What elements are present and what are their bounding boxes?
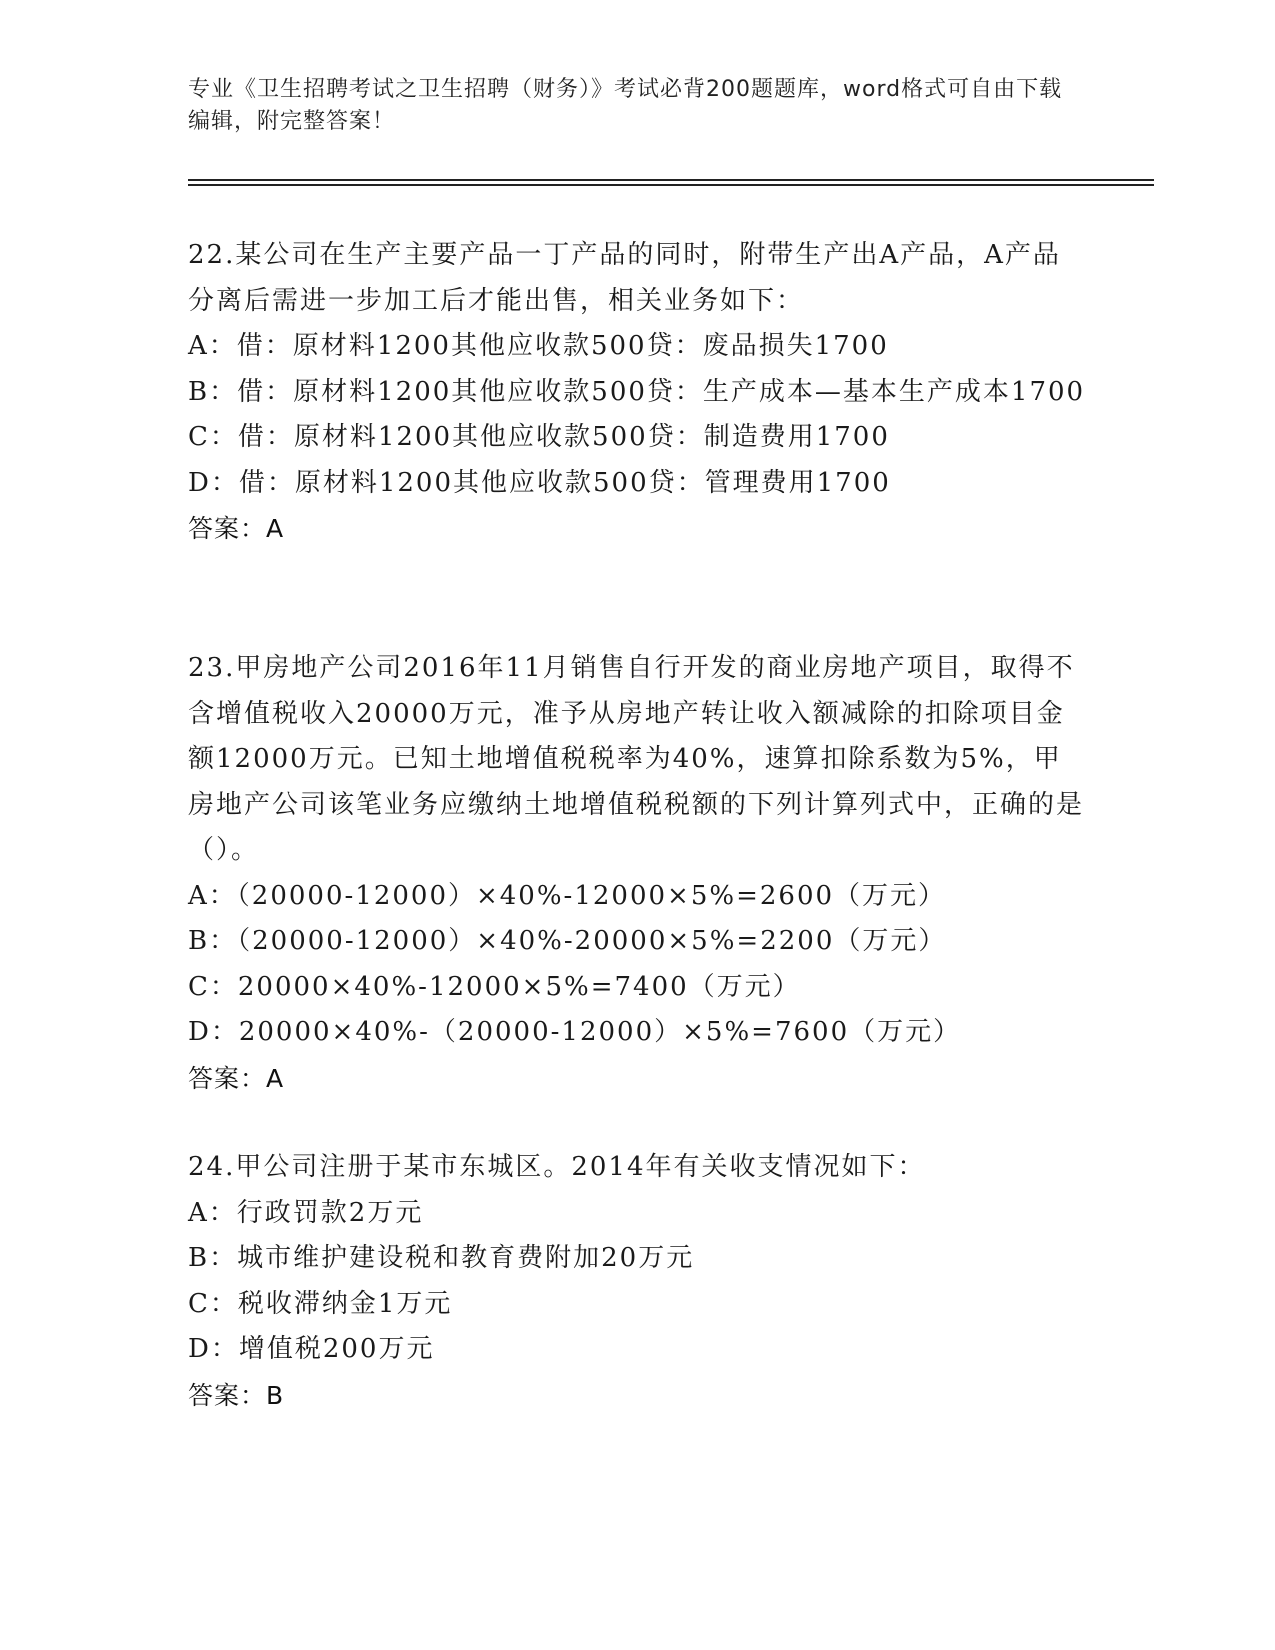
header-divider-top bbox=[188, 179, 1154, 181]
document-header: 专业《卫生招聘考试之卫生招聘（财务）》考试必背200题题库，word格式可自由下载编辑，附完整答案！ bbox=[188, 77, 1063, 134]
option-c: C：税收滞纳金1万元 bbox=[188, 1288, 453, 1319]
option-a: A：（20000-12000）×40%-12000×5%=2600（万元） bbox=[188, 880, 947, 911]
question-stem: 24.甲公司注册于某市东城区。2014年有关收支情况如下： bbox=[188, 1152, 926, 1182]
question-24 bbox=[188, 1145, 1088, 1418]
option-d: D：20000×40%-（20000-12000）×5%=7600（万元） bbox=[188, 1017, 962, 1047]
option-a: A：借：原材料1200其他应收款500贷：废品损失1700 bbox=[188, 331, 889, 361]
header-divider-bottom bbox=[188, 184, 1154, 186]
answer-line: 答案：A bbox=[188, 1063, 285, 1093]
question-stem: 23.甲房地产公司2016年11月销售自行开发的商业房地产项目，取得不含增值税收入20000万元，准予从房地产转让收入额减除的扣除项目金额12000万元。已知土地增值税税率为40%，速算扣除系数为5%，甲房地产公司该笔业务应缴纳土地增值税税额的下列计算列式中，正确的是（）。 bbox=[188, 653, 1085, 865]
option-b: B：城市维护建设税和教育费附加20万元 bbox=[188, 1243, 695, 1273]
answer-line: 答案：A bbox=[188, 514, 285, 543]
answer-line: 答案：B bbox=[188, 1380, 285, 1410]
option-a: A：行政罚款2万元 bbox=[188, 1197, 424, 1228]
question-22 bbox=[188, 233, 1088, 552]
question-stem: 22.某公司在生产主要产品一丁产品的同时，附带生产出A产品，A产品分离后需进一步加工后才能出售，相关业务如下： bbox=[188, 240, 1061, 316]
option-b: B：借：原材料1200其他应收款500贷：生产成本—基本生产成本1700 bbox=[188, 376, 1086, 407]
option-c: C：借：原材料1200其他应收款500贷：制造费用1700 bbox=[188, 422, 890, 452]
question-23 bbox=[188, 646, 1088, 1101]
option-b: B：（20000-12000）×40%-20000×5%=2200（万元） bbox=[188, 926, 947, 956]
option-c: C：20000×40%-12000×5%=7400（万元） bbox=[188, 971, 801, 1002]
option-d: D：增值税200万元 bbox=[188, 1334, 435, 1364]
option-d: D：借：原材料1200其他应收款500贷：管理费用1700 bbox=[188, 467, 891, 498]
